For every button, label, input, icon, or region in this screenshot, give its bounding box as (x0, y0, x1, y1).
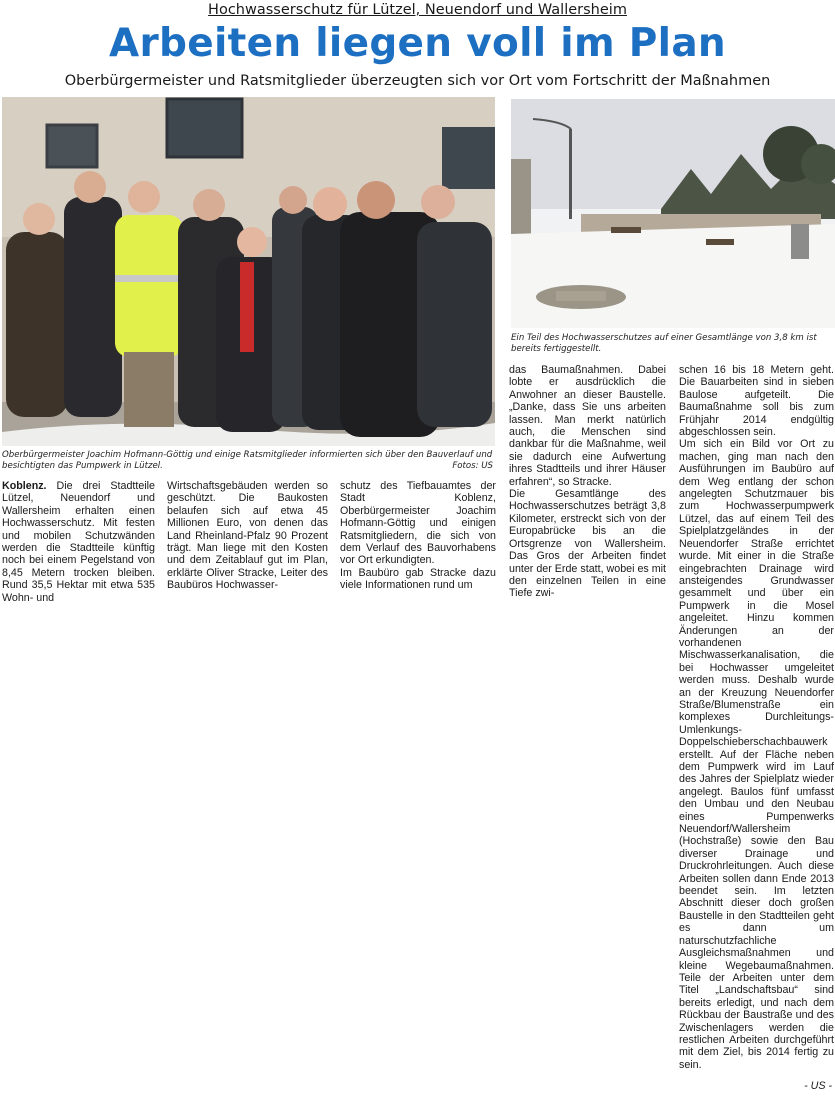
column-2-text: Wirtschaftsgebäuden werden so geschützt. Die Baukosten belaufen sich auf etwa 45 Millionen Euro, von denen das Land Rheinland-Pfalz 90 Prozent trägt. Man liege mit den Kosten und dem Zeitablauf gut im Plan, erklärte Oliver Stracke, Leiter des Baubüros Hochwasser- (167, 480, 328, 592)
column-4-paragraph-1: das Baumaßnahmen. Dabei lobte er ausdrücklich die Anwohner an dieser Baustelle. „Danke, dass Sie uns arbeiten lassen. Man merkt natürlich auch, die Menschen sind dankbar für die Maßnahme, weil sie dadurch eine Aufwertung ihres Stadtteils und ihrer Häuser erfahren“, so Stracke. (509, 364, 666, 488)
photo-main-caption (2, 450, 495, 472)
article-column-2 (167, 480, 328, 592)
dateline: Koblenz. (2, 480, 47, 492)
kicker-topline: Hochwasserschutz für Lützel, Neuendorf und Wallersheim (208, 2, 627, 18)
column-5-paragraph-1: schen 16 bis 18 Metern geht. Die Bauarbeiten sind in sieben Baulose aufgeteilt. Die Baumaßnahme soll bis zum Frühjahr 2014 endgültig abgeschlossen sein. (679, 364, 834, 439)
article-column-1 (2, 480, 155, 604)
article-column-5 (679, 364, 834, 1071)
column-4-paragraph-2: Die Gesamtlänge des Hochwasserschutzes beträgt 3,8 Kilometer, erstreckt sich von der Europabrücke bis an die Ortsgrenze von Wallersheim. Das Gros der Arbeiten findet unter der Erde statt, wobei es mit den einzelnen Teilen in eine Tiefe zwi- (509, 488, 666, 600)
column-1-text: Die drei Stadtteile Lützel, Neuendorf und Wallersheim erhalten einen Hochwasserschutz. Mit festen und mobilen Schutzwänden werden die Stadtteile künftig noch bei einem Pegelstand von 8,45 Metern trocken bleiben. Rund 35,5 Hektar mit etwa 535 Wohn- und (2, 480, 155, 604)
photo-group-officials (2, 97, 495, 446)
photo-park-caption: Ein Teil des Hochwasserschutzes auf einer Gesamtlänge von 3,8 km ist bereits fertiggestellt. (511, 333, 817, 354)
headline: Arbeiten liegen voll im Plan (108, 21, 727, 66)
article-column-4 (509, 364, 666, 600)
column-5-paragraph-2: Um sich ein Bild vor Ort zu machen, ging man nach den Ausführungen im Baubüro auf dem Weg entlang der schon angelegten Schutzmauer bis zum Hochwasserpumpwerk Lützel, das auf einem Teil des Spielplatzgeländes in der Neuendorfer Straße errichtet wurde. Mit einer in die Straße eingebrachten Drainage wird ansteigendes Grundwasser gesammelt und über ein Pumpwerk in die Mosel angeleitet. Hinzu kommen Änderungen an der vorhandenen Mischwasserkanalisation, die bei Hochwasser umgeleitet werden muss. Deshalb wurde an der Kreuzung Neuendorfer Straße/Blumenstraße ein komplexes Durchleitungs-Umlenkungs-Doppelschieberschachbauwerk erstellt. Auf der Fläche neben dem Pumpwerk wird im Lauf des Jahres der Spielplatz wieder angelegt. Baulos fünf umfasst den Umbau und den Neubau eines Pumpenwerks Neuendorf/Wallersheim (Hochstraße) sowie den Bau diverser Drainage und Druckrohrleitungen. Auch diese Arbeiten sollen dann Ende 2013 beendet sein. Im letzten Abschnitt dieser doch großen Baustelle in den Stadtteilen geht es dann um naturschutzfachliche Ausgleichsmaßnahmen und kleine Wegebaumaßnahmen. Teile der Arbeiten unter dem Titel „Landschaftsbau“ sind bereits erledigt, und nach dem Rückbau der Baustraße und des Zwischenlagers werden die restlichen Arbeiten durchgeführt mit dem Ziel, bis 2014 fertig zu sein. (679, 438, 834, 1071)
subheadline: Oberbürgermeister und Ratsmitglieder überzeugten sich vor Ort vom Fortschritt der Maßnahmen (64, 73, 771, 89)
author-signature: - US - (804, 1080, 832, 1092)
article-column-3 (340, 480, 496, 592)
caption-text: Oberbürgermeister Joachim Hofmann-Göttig und einige Ratsmitglieder informierten sich über den Bauverlauf und besichtigten das Pumpwerk in Lützel. (2, 450, 493, 471)
photo-snowy-park (511, 99, 835, 328)
column-3-paragraph-2: Im Baubüro gab Stracke dazu viele Informationen rund um (340, 566, 496, 592)
column-3-paragraph-1: schutz des Tiefbauamtes der Stadt Koblenz, Oberbürgermeister Joachim Hofmann-Göttig und einigen Ratsmitgliedern, die sich von dem Verlauf des Bauvorhabens vor Ort erkundigten. (340, 480, 496, 567)
photo-credit: Fotos: US (452, 461, 493, 471)
